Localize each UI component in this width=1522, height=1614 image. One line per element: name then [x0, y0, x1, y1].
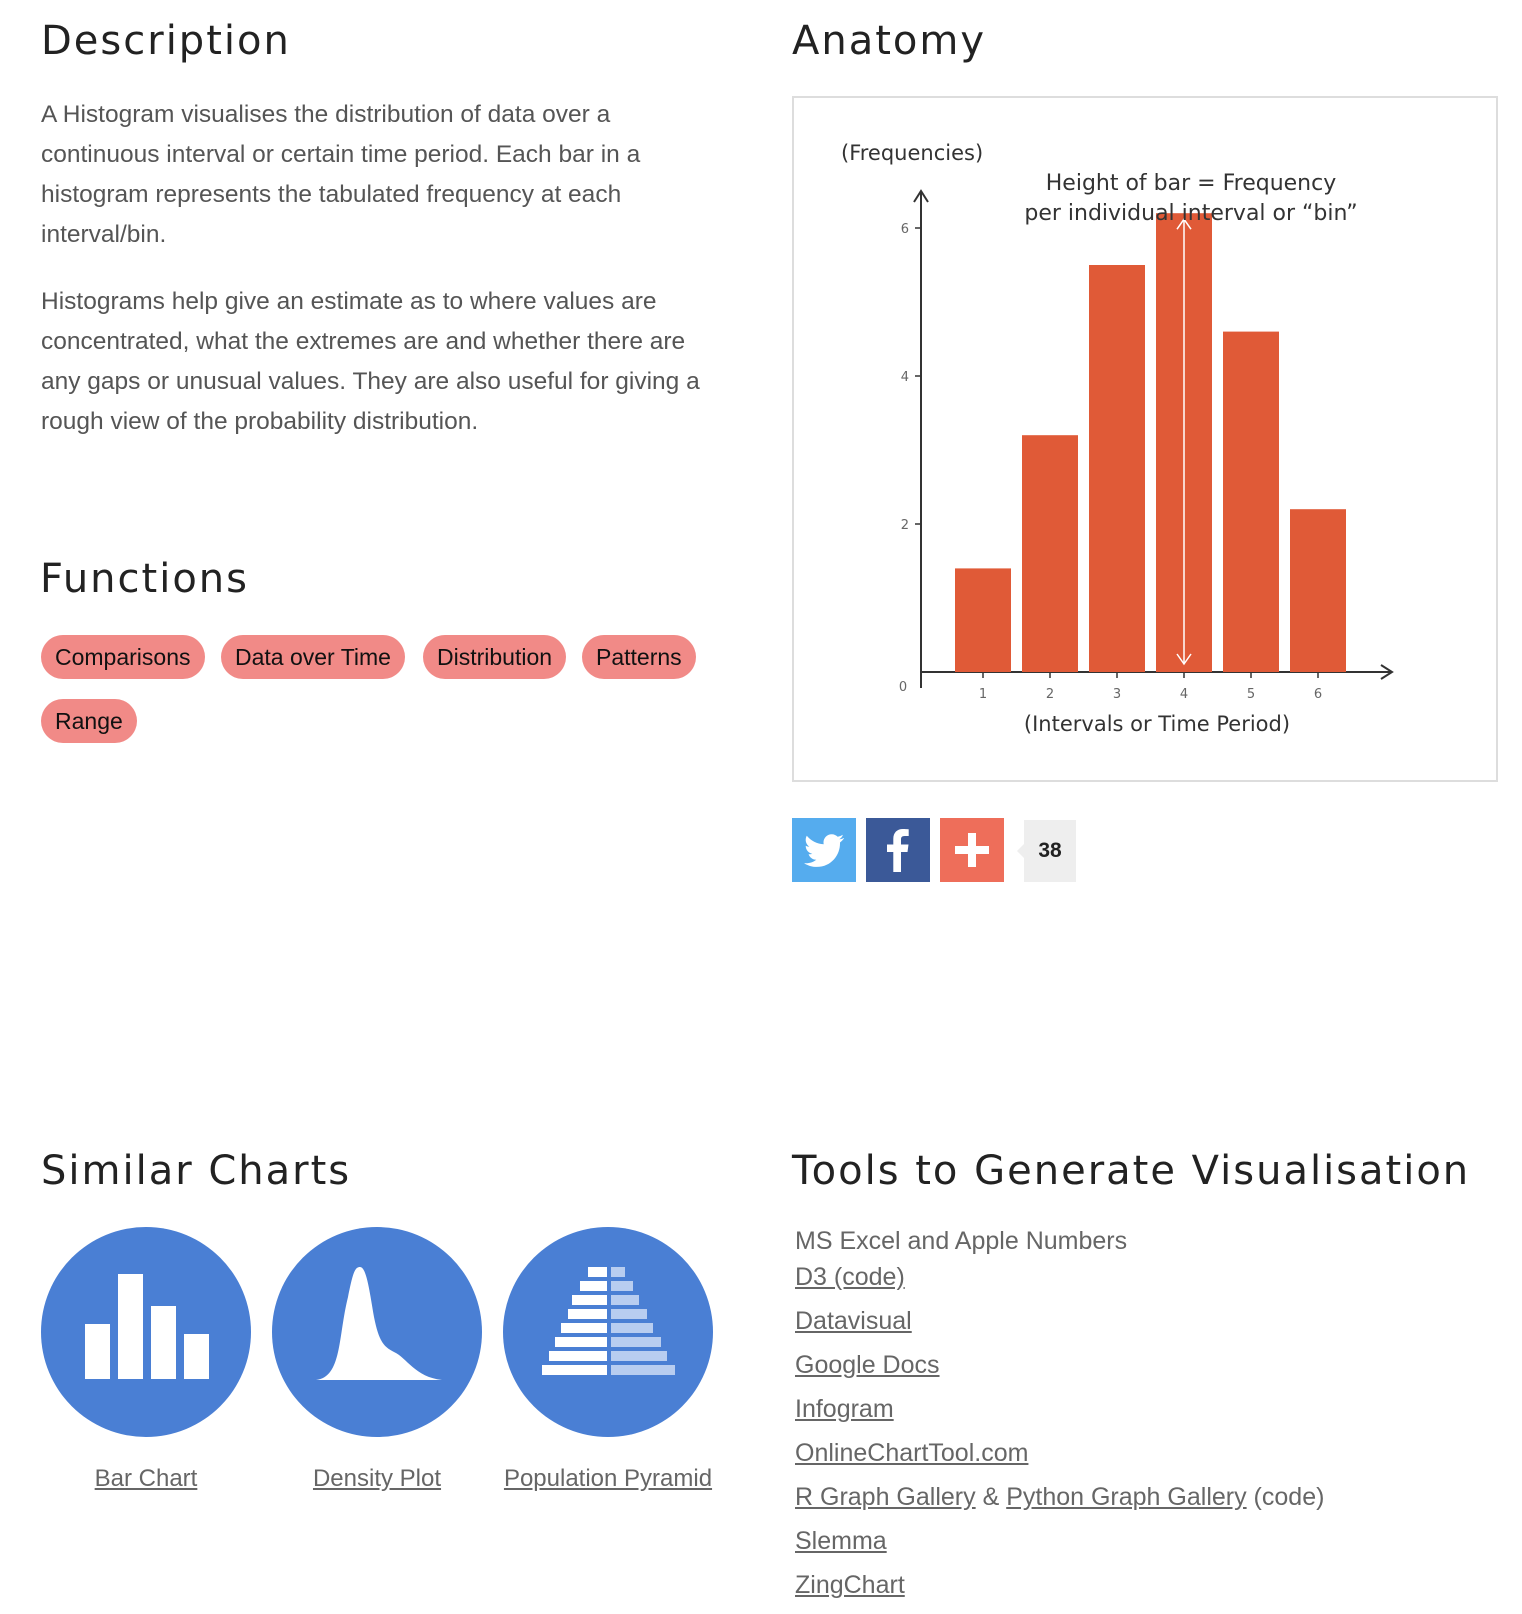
anatomy-heading: Anatomy	[792, 18, 987, 64]
tool-link-python-graph-gallery[interactable]: Python Graph Gallery	[1006, 1483, 1247, 1511]
y-tick-label: 0	[898, 680, 908, 695]
tool-link-onlinecharttool[interactable]: OnlineChartTool.com	[795, 1439, 1029, 1467]
histogram-bar	[955, 568, 1011, 672]
x-tick-label: 1	[978, 687, 988, 702]
chart-annotation-line-1: Height of bar = Frequency	[1045, 171, 1337, 196]
tag-comparisons[interactable]: Comparisons	[41, 635, 205, 679]
tag-patterns[interactable]: Patterns	[582, 635, 696, 679]
population-pyramid-thumbnail[interactable]	[503, 1227, 713, 1437]
bar-chart-thumbnail[interactable]	[41, 1227, 251, 1437]
description-line: interval/bin.	[41, 221, 167, 248]
description-line: A Histogram visualises the distribution of data over a	[41, 101, 611, 128]
tag-range[interactable]: Range	[41, 699, 137, 743]
histogram-chart	[794, 98, 1496, 780]
bar-chart-icon	[41, 1227, 251, 1437]
facebook-share-button[interactable]	[866, 818, 930, 882]
functions-heading: Functions	[40, 556, 249, 602]
description-line: rough view of the probability distribution.	[41, 408, 479, 435]
histogram-bar	[1290, 509, 1346, 672]
description-line: continuous interval or certain time period. Each bar in a	[41, 141, 641, 168]
tools-heading: Tools to Generate Visualisation	[792, 1148, 1471, 1194]
tool-line-graph-galleries	[795, 1483, 1324, 1512]
tool-link-google-docs[interactable]: Google Docs	[795, 1351, 940, 1379]
y-tick-label: 4	[900, 370, 909, 385]
y-tick-label: 2	[900, 518, 909, 533]
density-plot-icon	[272, 1227, 482, 1437]
description-line: histogram represents the tabulated frequency at each	[41, 181, 622, 208]
bar-chart-link[interactable]: Bar Chart	[94, 1465, 198, 1492]
tag-data-over-time[interactable]: Data over Time	[221, 635, 405, 679]
plus-icon	[940, 818, 1004, 882]
density-plot-link[interactable]: Density Plot	[312, 1465, 442, 1492]
tool-ms-excel: MS Excel and Apple Numbers	[795, 1227, 1128, 1255]
chart-annotation-line-2: per individual interval or “bin”	[1024, 201, 1358, 226]
anatomy-figure	[792, 96, 1498, 782]
share-count: 38	[1024, 820, 1076, 882]
population-pyramid-icon	[503, 1227, 713, 1437]
histogram-bar	[1089, 265, 1145, 672]
twitter-share-button[interactable]	[792, 818, 856, 882]
x-tick-label: 4	[1179, 687, 1189, 702]
density-plot-thumbnail[interactable]	[272, 1227, 482, 1437]
more-share-button[interactable]	[940, 818, 1004, 882]
description-line: Histograms help give an estimate as to where values are	[41, 288, 657, 315]
description-line: any gaps or unusual values. They are also useful for giving a	[41, 368, 700, 395]
description-line: concentrated, what the extremes are and whether there are	[41, 328, 686, 355]
tool-link-infogram[interactable]: Infogram	[795, 1395, 894, 1423]
y-axis-title: (Frequencies)	[841, 141, 984, 165]
similar-charts-heading: Similar Charts	[41, 1148, 352, 1194]
tool-link-r-graph-gallery[interactable]: R Graph Gallery	[795, 1483, 976, 1511]
tool-link-datavisual[interactable]: Datavisual	[795, 1307, 912, 1335]
x-axis-title: (Intervals or Time Period)	[1023, 712, 1291, 736]
facebook-icon	[866, 818, 930, 882]
description-heading: Description	[41, 18, 291, 64]
histogram-bar	[1223, 332, 1279, 672]
tool-ampersand: &	[975, 1483, 1007, 1511]
x-tick-label: 5	[1246, 687, 1256, 702]
histogram-bar	[1022, 435, 1078, 672]
tag-distribution[interactable]: Distribution	[423, 635, 566, 679]
x-tick-label: 3	[1112, 687, 1122, 702]
tool-link-slemma[interactable]: Slemma	[795, 1527, 887, 1555]
population-pyramid-link[interactable]: Population Pyramid	[503, 1465, 713, 1492]
twitter-icon	[792, 818, 856, 882]
y-tick-label: 6	[900, 222, 909, 237]
x-tick-label: 2	[1045, 687, 1055, 702]
x-tick-label: 6	[1313, 687, 1323, 702]
tool-code-suffix: (code)	[1246, 1483, 1325, 1511]
tool-link-zingchart[interactable]: ZingChart	[795, 1571, 905, 1599]
tool-link-d3[interactable]: D3 (code)	[795, 1263, 905, 1291]
